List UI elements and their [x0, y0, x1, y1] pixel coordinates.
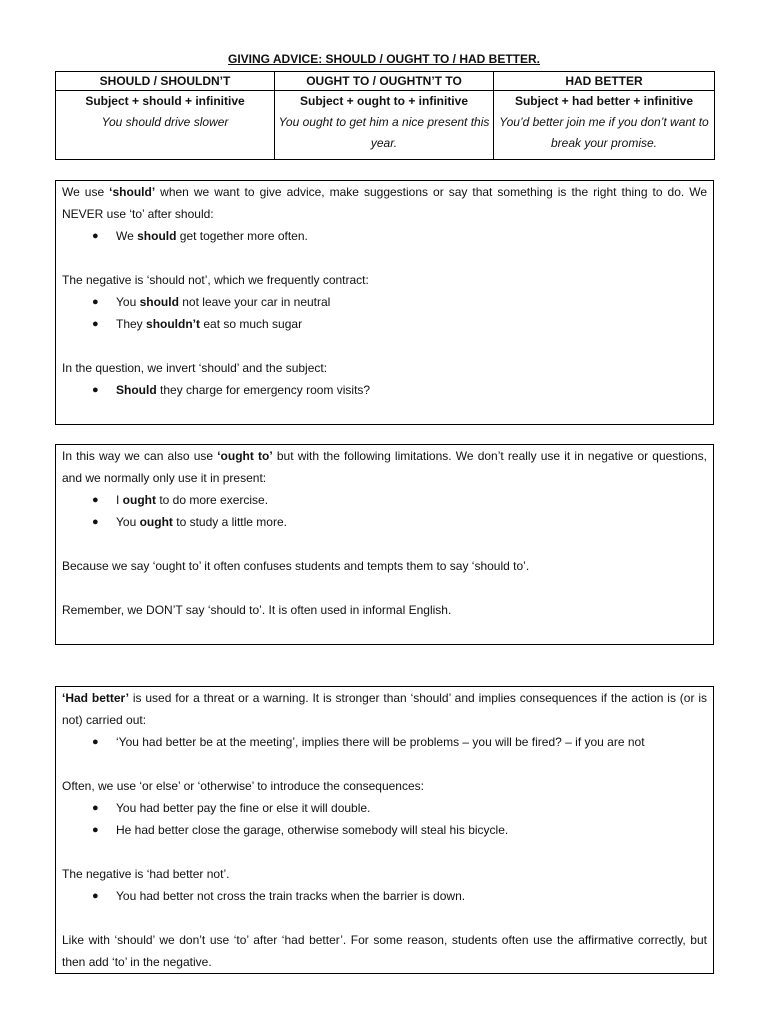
- example-list: [62, 885, 707, 907]
- better-intro: [62, 687, 707, 731]
- text-segment: You had better not cross the train tracks when the barrier is down.: [116, 889, 466, 903]
- summary-table: [55, 71, 715, 160]
- bullet-icon: ●: [92, 318, 99, 330]
- list-item: [92, 379, 707, 401]
- negative-intro: The negative is ‘should not’, which we frequently contract:: [62, 273, 369, 287]
- bold-term: ought: [139, 515, 173, 529]
- ought-to-explanation-box: [55, 444, 714, 645]
- text-segment: I: [116, 493, 123, 507]
- text-segment: but with the following limitations. We don’t really use it in negative or questions, and we normally only use it in present:: [62, 449, 707, 485]
- list-item: [92, 225, 707, 247]
- bullet-icon: ●: [92, 494, 99, 506]
- text-segment: to study a little more.: [172, 515, 287, 529]
- should-explanation-box: [55, 180, 714, 425]
- ought-intro: [62, 445, 707, 489]
- list-item: [92, 313, 707, 335]
- example-text: You should drive slower: [101, 115, 229, 129]
- ought-paragraph: Remember, we DON’T say ‘should to’. It is often used in informal English.: [62, 603, 452, 617]
- bold-term: ‘ought to’: [217, 449, 273, 463]
- text-segment: We: [116, 229, 138, 243]
- bold-term: ought: [122, 493, 156, 507]
- text-segment: They: [116, 317, 147, 331]
- consequences-intro: Often, we use ‘or else’ or ‘otherwise’ to introduce the consequences:: [62, 779, 424, 793]
- bold-term: shouldn’t: [146, 317, 201, 331]
- text-segment: We use: [62, 185, 110, 199]
- ought-paragraph: Because we say ‘ought to’ it often confuses students and tempts them to say ‘should to’.: [62, 559, 530, 573]
- text-segment: not leave your car in neutral: [178, 295, 331, 309]
- negative-intro: The negative is ‘had better not’.: [62, 867, 230, 881]
- structure-text: Subject + ought to + infinitive: [299, 94, 468, 108]
- text-segment: You: [116, 515, 140, 529]
- table-row: [56, 91, 715, 160]
- list-item: [92, 797, 707, 819]
- bullet-icon: ●: [92, 230, 99, 242]
- example-list: [62, 731, 707, 753]
- table-cell: [494, 91, 715, 160]
- column-header: OUGHT TO / OUGHTN’T TO: [275, 72, 494, 91]
- example-list: [62, 225, 707, 247]
- text-segment: when we want to give advice, make suggestions or say that something is the right thing to do. We NEVER use ‘to’ after should:: [62, 185, 707, 221]
- example-list: [62, 379, 707, 401]
- column-header: SHOULD / SHOULDN’T: [56, 72, 275, 91]
- example-list: [62, 489, 707, 533]
- text-segment: You had better pay the fine or else it will double.: [116, 801, 371, 815]
- text-segment: is used for a threat or a warning. It is stronger than ‘should’ and implies consequences if the action is (or is not) carried out:: [62, 691, 707, 727]
- should-intro: [62, 181, 707, 225]
- text-segment: In this way we can also use: [62, 449, 218, 463]
- text-segment: get together more often.: [176, 229, 308, 243]
- page-title: GIVING ADVICE: SHOULD / OUGHT TO / HAD BETTER.: [227, 52, 540, 66]
- closing-paragraph: Like with ‘should’ we don’t use ‘to’ after ‘had better’. For some reason, students often use the affirmative correctly, but then add ‘to’ in the negative.: [62, 933, 707, 969]
- bold-term: ‘should’: [109, 185, 156, 199]
- text-segment: You: [116, 295, 140, 309]
- bold-term: ‘Had better’: [62, 691, 129, 705]
- list-item: [92, 291, 707, 313]
- structure-text: Subject + should + infinitive: [85, 94, 245, 108]
- text-segment: to do more exercise.: [156, 493, 269, 507]
- example-list: [62, 797, 707, 841]
- bullet-icon: ●: [92, 802, 99, 814]
- table-cell: [275, 91, 494, 160]
- bullet-icon: ●: [92, 384, 99, 396]
- had-better-explanation-box: [55, 686, 714, 974]
- list-item: [92, 819, 707, 841]
- bullet-icon: ●: [92, 824, 99, 836]
- bullet-icon: ●: [92, 516, 99, 528]
- example-list: [62, 291, 707, 335]
- table-header-row: [56, 72, 715, 91]
- text-segment: they charge for emergency room visits?: [156, 383, 371, 397]
- bullet-icon: ●: [92, 890, 99, 902]
- table-cell: [56, 91, 275, 160]
- bullet-icon: ●: [92, 736, 99, 748]
- text-segment: eat so much sugar: [200, 317, 303, 331]
- list-item: [92, 731, 707, 753]
- bullet-icon: ●: [92, 296, 99, 308]
- text-segment: He had better close the garage, otherwise somebody will steal his bicycle.: [116, 823, 509, 837]
- structure-text: Subject + had better + infinitive: [514, 94, 694, 108]
- text-segment: ‘You had better be at the meeting’, implies there will be problems – you will be fired? – if you are not: [116, 735, 645, 749]
- list-item: [92, 885, 707, 907]
- example-text: You’d better join me if you don’t want to break your promise.: [499, 115, 709, 150]
- bold-term: should: [137, 229, 177, 243]
- list-item: [92, 489, 707, 511]
- bold-term: should: [139, 295, 179, 309]
- question-intro: In the question, we invert ‘should’ and the subject:: [62, 361, 328, 375]
- column-header: HAD BETTER: [494, 72, 715, 91]
- bold-term: Should: [116, 383, 157, 397]
- example-text: You ought to get him a nice present this year.: [278, 115, 490, 150]
- list-item: [92, 511, 707, 533]
